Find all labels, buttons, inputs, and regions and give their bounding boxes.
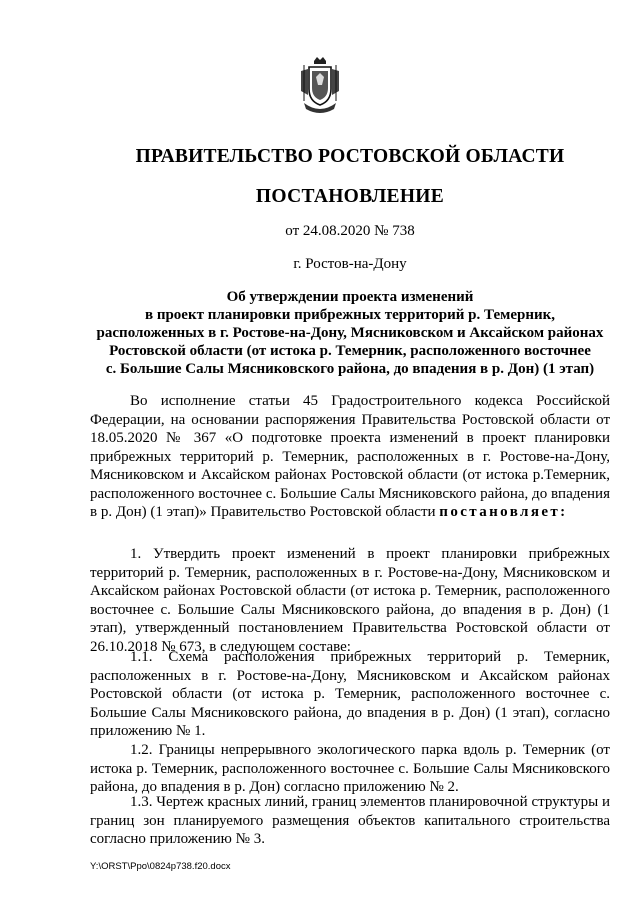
file-path-footer: Y:\ORST\Ppo\0824p738.f20.docx: [90, 861, 231, 872]
document-subject: [90, 288, 610, 378]
resolves-keyword: постановляет:: [439, 504, 568, 520]
subject-line: с. Большие Салы Мясниковского района, до впадения в р. Дон) (1 этап): [105, 361, 595, 377]
city: г. Ростов-на-Дону: [293, 256, 407, 272]
item-1-1-paragraph: 1.1. Схема расположения прибрежных территорий р. Темерник, расположенных в г. Ростове-на-Дону, Мясниковском и Аксайском районах Ростовской области (от истока р. Темерник, расположенного восточнее с. Большие Салы Мясниковского района, до впадения в р. Дон) (1 этап), согласно приложению № 1.: [90, 649, 610, 739]
coat-of-arms-icon: [298, 55, 342, 119]
item-1-paragraph: 1. Утвердить проект изменений в проект планировки прибрежных территорий р. Темерник, расположенных в г. Ростове-на-Дону, Мясниковском и Аксайском районах Ростовской области (от истока р. Темерник, расположенного восточнее с. Большие Салы Мясниковского района, до впадения в р. Дон) (1 этап), утвержденный постановлением Правительства Ростовской области от 26.10.2018 № 673, в следующем составе:: [90, 546, 610, 655]
item-1-3-paragraph: 1.3. Чертеж красных линий, границ элементов планировочной структуры и границ зон планируемого размещения объектов капитального строительства согласно приложению № 3.: [90, 794, 610, 847]
subject-line: Ростовской области (от истока р. Темерник, расположенного восточнее: [109, 343, 591, 359]
subject-line: расположенных в г. Ростове-на-Дону, Мясниковском и Аксайском районах: [96, 325, 604, 341]
subject-line: в проект планировки прибрежных территорий р. Темерник,: [144, 307, 556, 323]
subject-line: Об утверждении проекта изменений: [226, 289, 474, 305]
date-and-number: от 24.08.2020 № 738: [285, 223, 415, 239]
preamble-text: Во исполнение статьи 45 Градостроительного кодекса Российской Федерации, на основании распоряжения Правительства Ростовской области от 18.05.2020 № 367 «О подготовке проекта изменений в проект планировки прибрежных территорий р. Темерник, расположенных в г. Ростове-на-Дону, Мясниковском и Аксайском районах Ростовской области (от истока р.Темерник, расположенного восточнее с. Большие Салы Мясниковского района, до впадения в р. Дон) (1 этап)» Правительство Ростовской области: [90, 393, 610, 520]
document-type: ПОСТАНОВЛЕНИЕ: [255, 186, 445, 207]
preamble-paragraph: [90, 392, 610, 522]
item-1-2-paragraph: 1.2. Границы непрерывного экологического парка вдоль р. Темерник (от истока р. Темерник, расположенного восточнее с. Большие Салы Мясниковского района, до впадения в р. Дон) согласно приложению № 2.: [90, 742, 610, 795]
government-title: ПРАВИТЕЛЬСТВО РОСТОВСКОЙ ОБЛАСТИ: [135, 146, 565, 167]
